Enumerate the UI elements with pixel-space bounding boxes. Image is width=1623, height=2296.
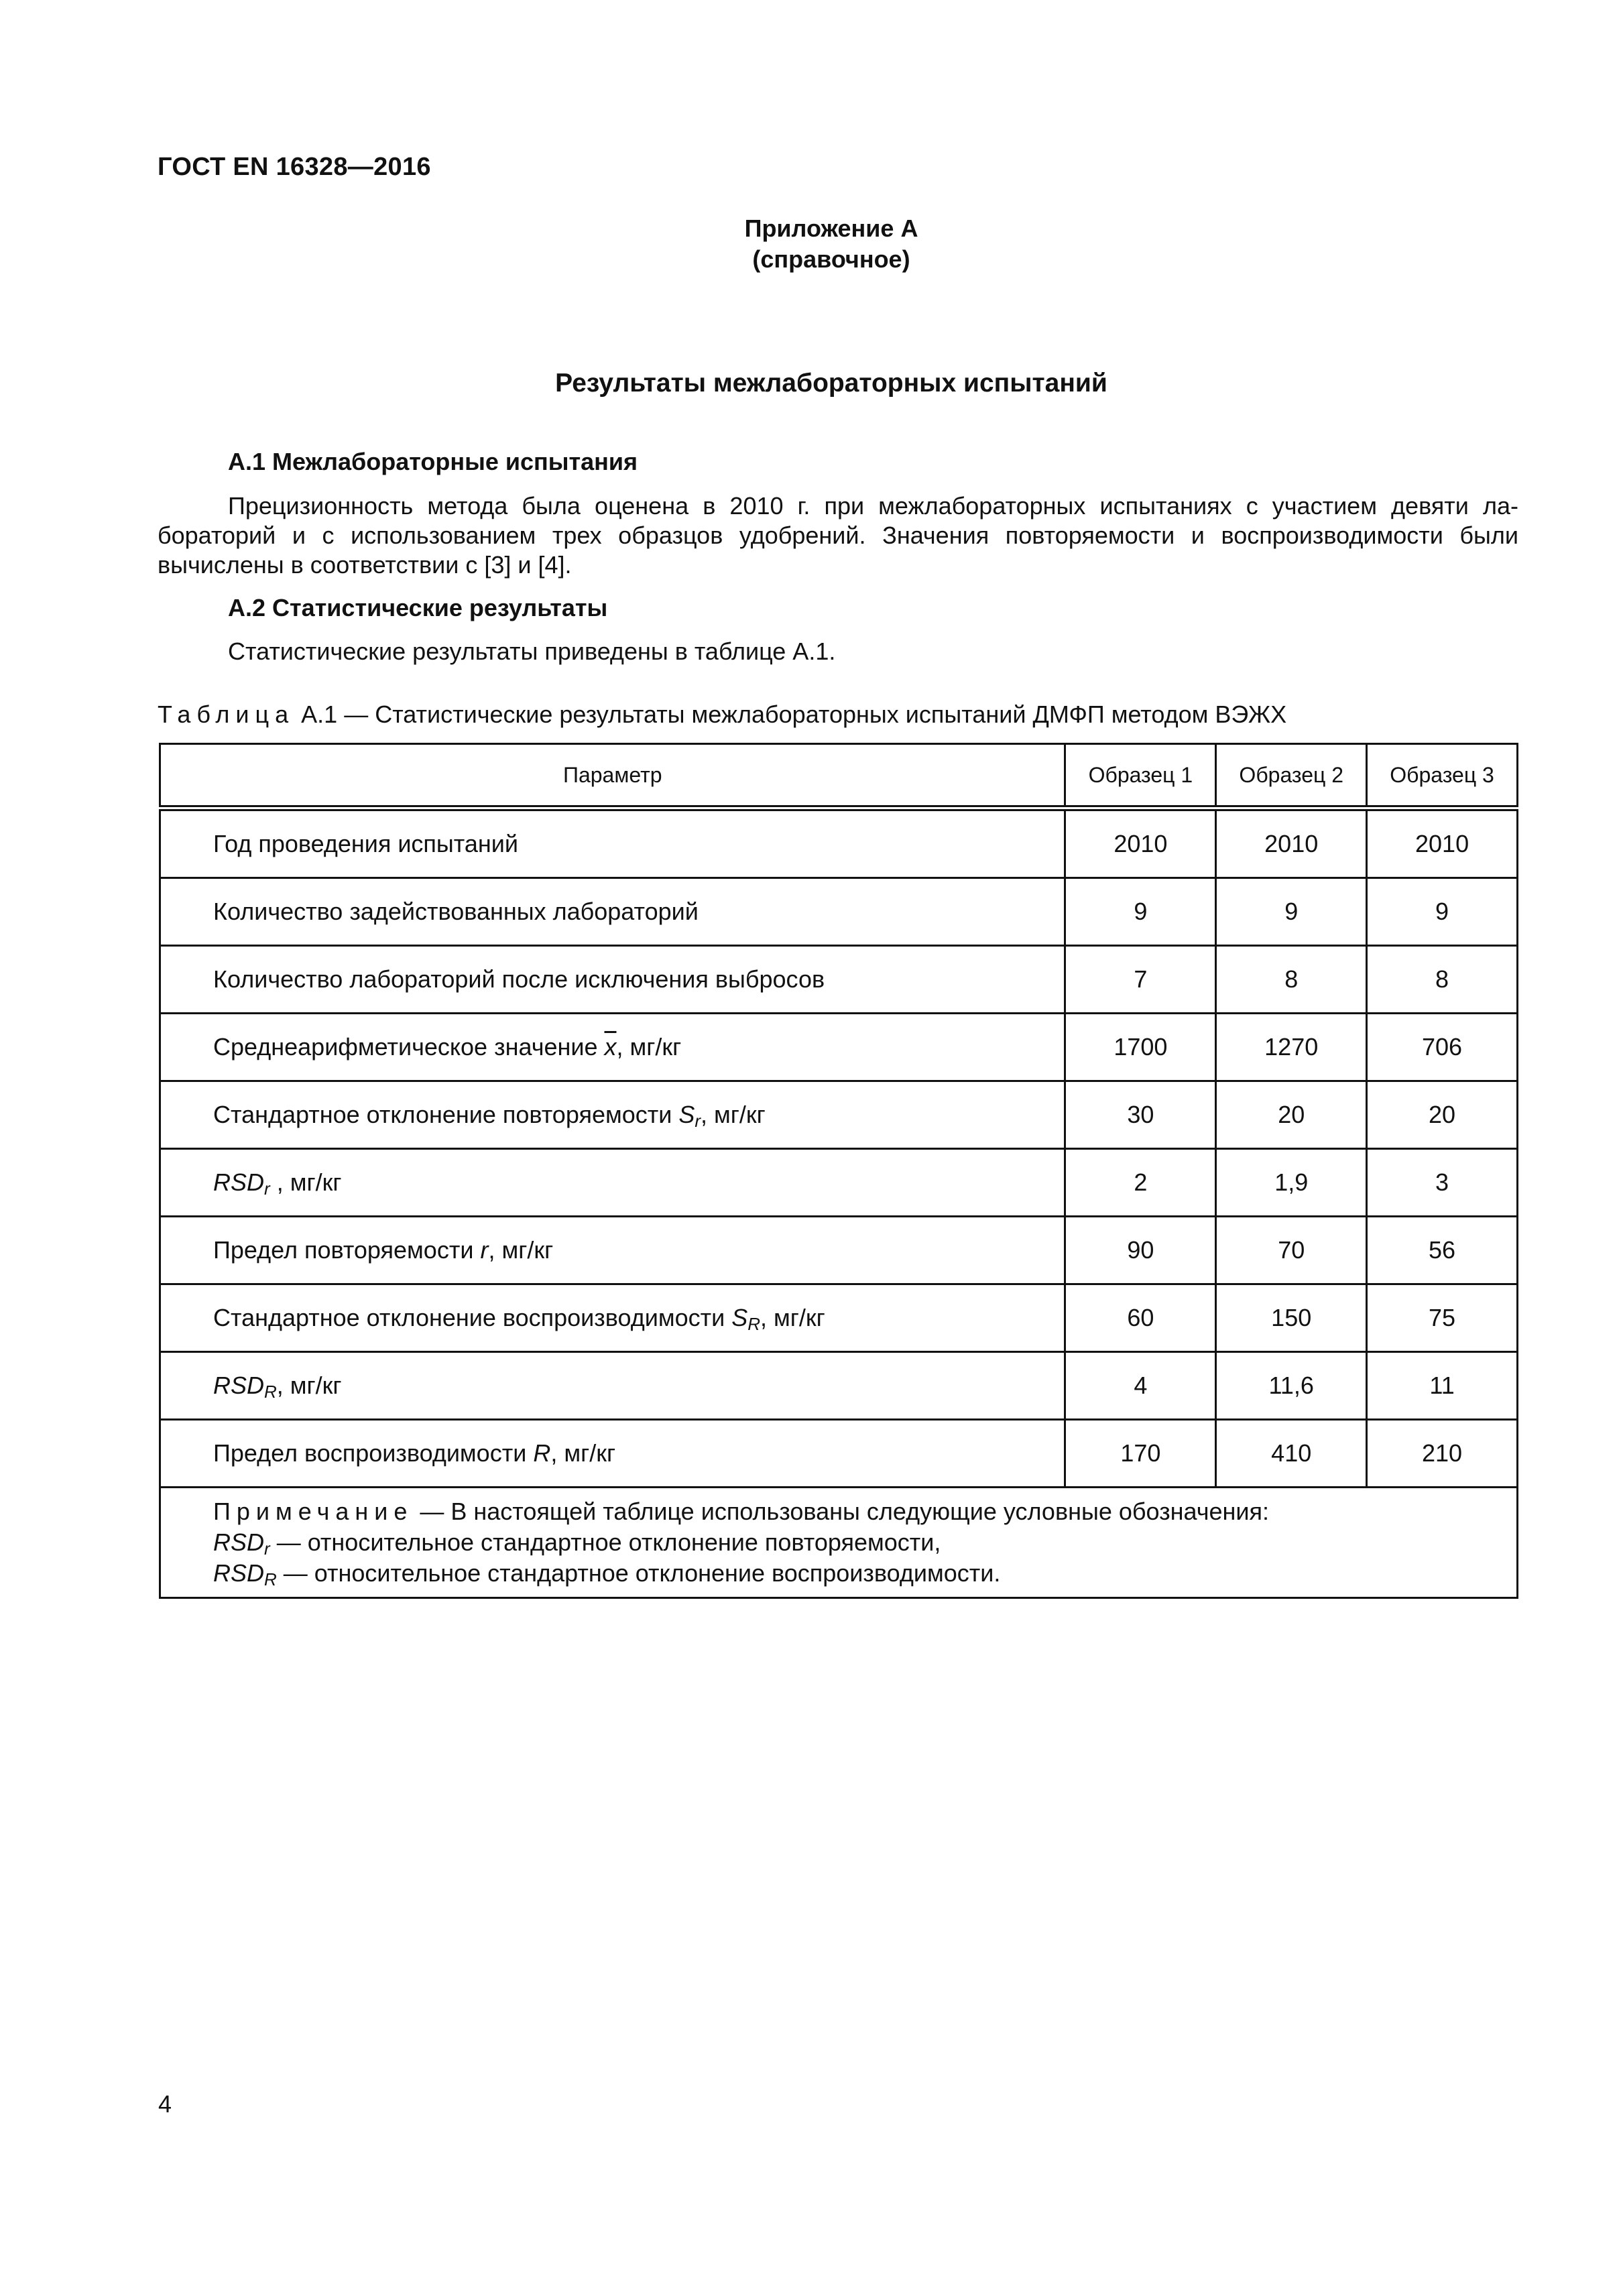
table-row (160, 878, 1518, 946)
table-row (160, 1217, 1518, 1284)
cell-sample-2: 70 (1216, 1217, 1367, 1284)
param-text: Предел воспроизводимости (213, 1439, 534, 1467)
document-header: ГОСТ EN 16328—2016 (158, 153, 431, 181)
annex-title: Приложение А (744, 215, 918, 242)
param-unit: , мг/кг (269, 1168, 342, 1196)
table-row (160, 1420, 1518, 1488)
param-symbol: RSD (213, 1168, 265, 1196)
param-text: Стандартное отклонение повторяемости (213, 1101, 679, 1128)
cell-sample-2: 150 (1216, 1284, 1367, 1352)
cell-sample-3: 3 (1367, 1149, 1518, 1217)
row-parameter (160, 1149, 1065, 1217)
table-row (160, 946, 1518, 1014)
subsection-a1-heading: А.1 Межлабораторные испытания (228, 448, 638, 475)
note-definition: — относительное стандартное отклонение повторяемости, (269, 1528, 941, 1556)
section-title: Результаты межлабораторных испытаний (555, 369, 1107, 398)
table-row (160, 1352, 1518, 1420)
cell-sample-3: 11 (1367, 1352, 1518, 1420)
param-unit: , мг/кг (701, 1101, 766, 1128)
table-row (160, 1081, 1518, 1149)
subsection-a1-text (158, 491, 1518, 580)
note-line-rsd-R (213, 1558, 1516, 1589)
row-parameter: Количество задействованных лабораторий (160, 878, 1065, 946)
note-symbol: RSD (213, 1559, 265, 1587)
a1-text-line1: Прецизионность метода была оценена в 2010 г. при межлабораторных испытаниях с участием девяти ла- (228, 492, 1518, 520)
cell-sample-1: 7 (1065, 946, 1216, 1014)
param-symbol: R (533, 1439, 551, 1467)
table-note-row (160, 1488, 1518, 1598)
page-number: 4 (158, 2090, 172, 2118)
param-subscript: R (264, 1382, 277, 1402)
note-intro: — В настоящей таблице использованы следующие условные обозначения: (413, 1498, 1269, 1525)
note-line-rsd-r (213, 1527, 1516, 1558)
cell-sample-1: 30 (1065, 1081, 1216, 1149)
cell-sample-3: 8 (1367, 946, 1518, 1014)
row-parameter (160, 1081, 1065, 1149)
param-symbol: RSD (213, 1372, 265, 1399)
mean-symbol: $\overline{x}$ (604, 1033, 617, 1061)
row-parameter (160, 1420, 1065, 1488)
cell-sample-1: 170 (1065, 1420, 1216, 1488)
row-parameter (160, 1352, 1065, 1420)
param-subscript: R (747, 1314, 761, 1334)
note-subscript: r (264, 1538, 270, 1559)
table-row (160, 1149, 1518, 1217)
table-caption (158, 701, 1286, 729)
cell-sample-2: 9 (1216, 878, 1367, 946)
cell-sample-1: 60 (1065, 1284, 1216, 1352)
subsection-a2-text: Статистические результаты приведены в таблице А.1. (228, 638, 836, 665)
param-symbol: r (480, 1236, 489, 1264)
row-parameter (160, 1217, 1065, 1284)
cell-sample-2: 8 (1216, 946, 1367, 1014)
annex-status: (справочное) (752, 245, 910, 273)
param-unit: , мг/кг (550, 1439, 616, 1467)
note-definition: — относительное стандартное отклонение воспроизводимости. (276, 1559, 1001, 1587)
param-symbol: S (731, 1304, 748, 1331)
param-text: Среднеарифметическое значение (213, 1033, 605, 1061)
cell-sample-1: 9 (1065, 878, 1216, 946)
cell-sample-3: 706 (1367, 1014, 1518, 1081)
table-note (160, 1488, 1518, 1598)
header-sample-3: Образец 3 (1367, 744, 1518, 808)
note-symbol: RSD (213, 1528, 265, 1556)
a1-text-rest: бораторий и с использованием трех образцов удобрений. Значения повторяемости и воспроизводимости были вычислены в соответствии с [3] и [4]. (158, 522, 1518, 579)
cell-sample-2: 410 (1216, 1420, 1367, 1488)
cell-sample-3: 20 (1367, 1081, 1518, 1149)
subsection-a2-heading: А.2 Статистические результаты (228, 594, 608, 621)
table-caption-text: А.1 — Статистические результаты межлабораторных испытаний ДМФП методом ВЭЖХ (294, 701, 1287, 728)
table-header-row (160, 744, 1518, 808)
note-subscript: R (264, 1569, 277, 1589)
param-unit: , мг/кг (616, 1033, 682, 1061)
cell-sample-2: 20 (1216, 1081, 1367, 1149)
row-parameter (160, 1014, 1065, 1081)
param-unit: , мг/кг (488, 1236, 554, 1264)
param-unit: , мг/кг (276, 1372, 342, 1399)
cell-sample-2: 11,6 (1216, 1352, 1367, 1420)
param-unit: , мг/кг (760, 1304, 825, 1331)
cell-sample-1: 4 (1065, 1352, 1216, 1420)
row-parameter: Год проведения испытаний (160, 808, 1065, 878)
header-sample-2: Образец 2 (1216, 744, 1367, 808)
table-row (160, 1014, 1518, 1081)
header-sample-1: Образец 1 (1065, 744, 1216, 808)
table-caption-label: Таблица (158, 701, 295, 728)
cell-sample-1: 2 (1065, 1149, 1216, 1217)
table-row (160, 1284, 1518, 1352)
cell-sample-1: 1700 (1065, 1014, 1216, 1081)
cell-sample-3: 56 (1367, 1217, 1518, 1284)
annex-heading (0, 213, 1623, 275)
param-subscript: r (695, 1111, 701, 1131)
row-parameter (160, 1284, 1065, 1352)
param-subscript: r (264, 1179, 270, 1199)
param-text: Стандартное отклонение воспроизводимости (213, 1304, 732, 1331)
cell-sample-3: 9 (1367, 878, 1518, 946)
cell-sample-2: 1,9 (1216, 1149, 1367, 1217)
header-parameter: Параметр (160, 744, 1065, 808)
note-intro-line (213, 1496, 1516, 1527)
note-label: Примечание (213, 1498, 414, 1525)
param-text: Предел повторяемости (213, 1236, 481, 1264)
cell-sample-2: 1270 (1216, 1014, 1367, 1081)
cell-sample-3: 210 (1367, 1420, 1518, 1488)
table-row (160, 808, 1518, 878)
cell-sample-2: 2010 (1216, 808, 1367, 878)
statistics-table (159, 743, 1518, 1599)
param-symbol: S (678, 1101, 695, 1128)
cell-sample-3: 2010 (1367, 808, 1518, 878)
cell-sample-3: 75 (1367, 1284, 1518, 1352)
cell-sample-1: 2010 (1065, 808, 1216, 878)
row-parameter: Количество лабораторий после исключения выбросов (160, 946, 1065, 1014)
cell-sample-1: 90 (1065, 1217, 1216, 1284)
